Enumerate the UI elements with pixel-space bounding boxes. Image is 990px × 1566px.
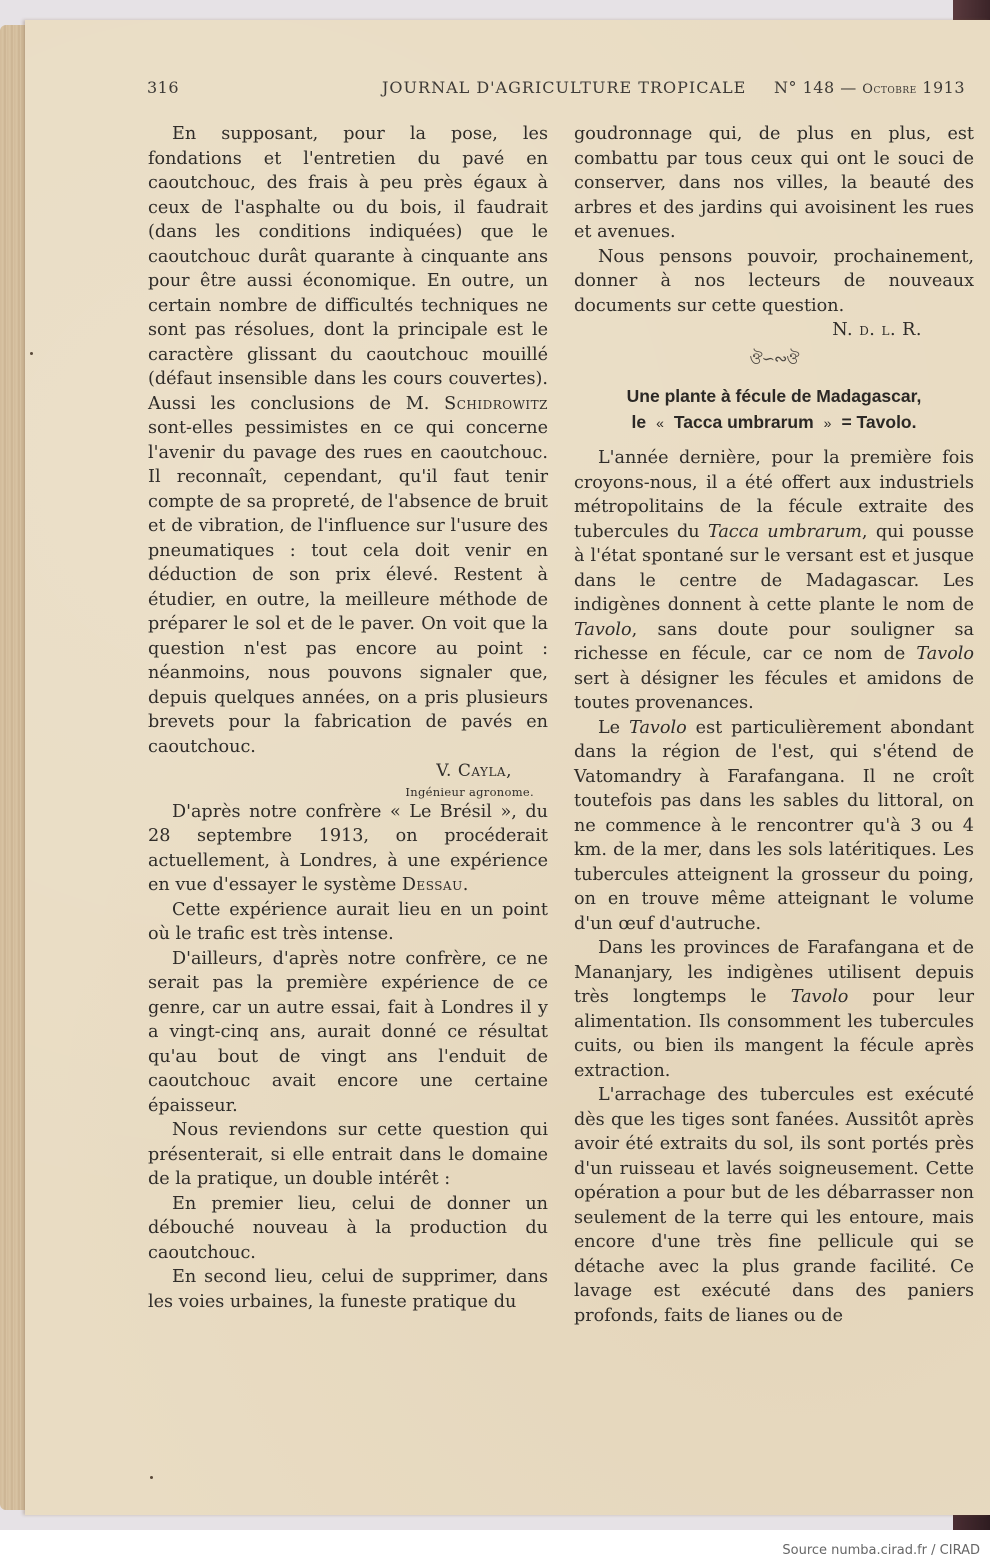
paragraph-double-interest: Nous reviendons sur cette question qui présenterait, si elle entrait dans le domaine de la pratique, un double intérêt : bbox=[148, 1120, 548, 1189]
text-run: . bbox=[462, 875, 469, 895]
article-title bbox=[574, 383, 974, 436]
text-run: le bbox=[631, 412, 647, 432]
text-run: L'année dernière, pour la première fois croyons-nous, il a été offert aux industriels métropolitains de la fécule extraite des tubercules du bbox=[574, 448, 974, 542]
paragraph-experiment: Cette expérience aurait lieu en un point où le trafic est très intense. bbox=[148, 899, 548, 944]
paragraph-previous-trial: D'ailleurs, d'après notre confrère, ce ne serait pas la première expérience de ce genre, car un autre essai, fait à Londres il y a vingt-cinq ans, aurait donné ce résultat qu'au bout de vingt ans l'enduit de caoutchouc avait encore une certaine épaisseur. bbox=[148, 948, 548, 1116]
plant-name: Tavolo bbox=[916, 644, 974, 664]
article-title-line1: Une plante à fécule de Madagascar, bbox=[626, 386, 922, 406]
text-run: sont-elles pessimistes en ce qui concerne l'avenir du pavage des rues en caoutchouc. Il reconnaît, cependant, qu'il faut tenir compte de sa propreté, de l'absence de bruit et de vibration, de l'influence sur l'usure des pneumatiques : tout cela doit venir en déduction de son prix élevé. Restent à étudier, en outre, la meilleure méthode de préparer le sol et de le paver. On voit que la question n'est pas encore au point : néanmoins, nous pouvons signaler que, depuis quelques années, on a pris plusieurs brevets pour la fabrication de pavés en caoutchouc. bbox=[148, 418, 548, 757]
paragraph-intro bbox=[574, 446, 974, 716]
text-run: sert à désigner les fécules et amidons de toutes provenances. bbox=[574, 668, 974, 713]
author-name-schidrowitz: Schidrowitz bbox=[444, 393, 548, 414]
paragraph-rubber-paving bbox=[148, 122, 548, 759]
text-run: pour leur alimentation. Ils consomment les tubercules cuits, ou bien ils mangent la fécule après extraction. bbox=[574, 987, 974, 1081]
species-name: Tacca umbrarum bbox=[707, 521, 862, 542]
left-column bbox=[148, 122, 548, 1314]
text-run: , qui pousse à l'état spontané sur le versant est et jusque dans le centre de Madagascar. Les indigènes donnent à cette plante le nom de bbox=[574, 521, 975, 615]
paragraph-second-point: En second lieu, celui de supprimer, dans les voies urbaines, la funeste pratique du bbox=[148, 1267, 548, 1312]
article-title-line2 bbox=[574, 409, 974, 436]
margin-speck bbox=[150, 1476, 153, 1479]
source-credit: Source numba.cirad.fr / CIRAD bbox=[782, 1543, 980, 1558]
signature-title: Ingénieur agronome. bbox=[405, 784, 534, 799]
paragraph-distribution bbox=[574, 716, 974, 937]
text-run: D'après notre confrère « Le Brésil », du 28 septembre 1913, on procéderait actuellement, à Londres, à une expérience en vue d'essayer le système bbox=[148, 801, 548, 895]
text-run: est particulièrement abondant dans la région de l'est, qui s'étend de Vatomandry à Farafangana. Il ne croît toutefois pas dans les sables du littoral, on ne commence à le rencontrer qu'à 3 ou 4 km. de la mer, dans les sols latéritiques. Les tubercules atteignent la grosseur du poing, on en trouve même atteignant le volume d'un œuf d'autruche. bbox=[574, 717, 974, 934]
text-run: Dans les provinces de Farafangana et de Mananjary, les indigènes utilisent depuis très longtemps le bbox=[574, 938, 974, 1007]
editorial-note-signature: N. d. l. R. bbox=[832, 320, 922, 340]
plant-name: Tavolo bbox=[790, 987, 849, 1007]
plant-name: Tavolo bbox=[574, 619, 632, 640]
right-column bbox=[574, 122, 974, 1328]
paragraph-closing: Nous pensons pouvoir, prochainement, donner à nos lecteurs de nouveaux documents sur cette question. bbox=[574, 246, 974, 316]
issue-number: N° 148 — bbox=[774, 78, 863, 97]
text-run: En supposant, pour la pose, les fondations et l'entretien du pavé en caoutchouc, des frais à peu près égaux à ceux de l'asphalte ou du bois, il faudrait (dans les conditions indiquées) que le caoutchouc durât quarante à cinquante ans pour être aussi économique. En outre, un certain nombre de difficultés techniques ne sont pas résolues, dont la principale est le caractère glissant du caoutchouc mouillé (défaut insensible dans les cours couvertes). Aussi les conclusions de M. bbox=[148, 124, 548, 414]
text-run: , sans doute pour souligner sa richesse en fécule, car ce nom de bbox=[574, 619, 974, 664]
text-run: Le bbox=[598, 717, 630, 738]
margin-speck bbox=[30, 352, 33, 355]
issue-month: Octobre bbox=[862, 82, 917, 97]
paragraph-first-point: En premier lieu, celui de donner un débouché nouveau à la production du caoutchouc. bbox=[148, 1193, 548, 1263]
species-name: Tacca umbrarum bbox=[673, 412, 814, 432]
running-header bbox=[145, 78, 975, 102]
signature-name: V. Cayla, bbox=[436, 761, 512, 781]
journal-title: JOURNAL D'AGRICULTURE TROPICALE bbox=[382, 78, 747, 97]
paragraph-usage bbox=[574, 936, 974, 1083]
close-quote: » bbox=[823, 415, 832, 431]
issue-info bbox=[774, 78, 965, 97]
plant-name: Tavolo bbox=[629, 717, 687, 738]
page-number: 316 bbox=[147, 78, 180, 97]
issue-year: 1913 bbox=[916, 78, 965, 97]
ornament-divider-icon: ঔ∽∾ঔ bbox=[749, 348, 799, 368]
paragraph-continuation: goudronnage qui, de plus en plus, est combattu par tous ceux qui ont le souci de conserver, dans nos villes, la beauté des arbres et des jardins qui avoisinent les rues et avenues. bbox=[574, 124, 974, 242]
paragraph-le-bresil bbox=[148, 800, 548, 898]
open-quote: « bbox=[656, 415, 664, 431]
paragraph-harvest: L'arrachage des tubercules est exécuté dès que les tiges sont fanées. Aussitôt après avoir été extraits du sol, ils sont portés près d'un ruisseau et lavés soigneusement. Cette opération a pour but de les débarrasser non seulement de la terre qui les entoure, mais encore d'une très fine pellicule qui se détache avec la plus grande facilité. Ce lavage est exécuté dans des paniers profonds, faits de lianes ou de bbox=[574, 1085, 974, 1326]
binding-corner-bottom bbox=[953, 1515, 990, 1530]
system-name-dessau: Dessau bbox=[401, 875, 463, 895]
text-run: = Tavolo. bbox=[841, 412, 917, 432]
